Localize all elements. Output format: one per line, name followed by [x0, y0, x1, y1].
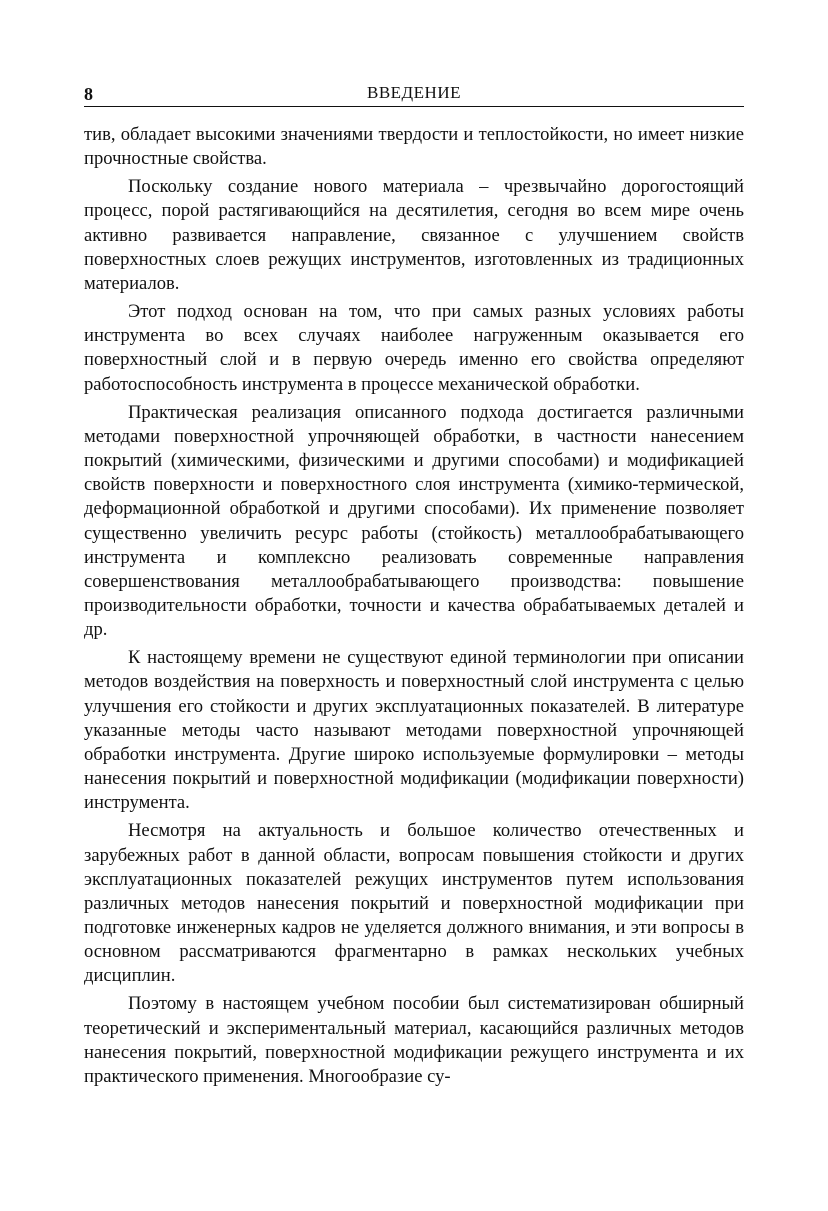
- paragraph: Несмотря на актуальность и большое количество отечественных и зарубежных работ в данной области, вопросам повышения стойкости и других эксплуатационных показателей режущих инструментов путем использования различных методов нанесения покрытий и поверхностной модификации при подготовке инженерных кадров не уделяется должного внимания, и эти вопросы в основном рассматриваются фрагментарно в рамках нескольких учебных дисциплин.: [84, 820, 744, 987]
- book-page: [84, 78, 744, 1089]
- paragraph: К настоящему времени не существуют единой терминологии при описании методов воздействия на поверхность и поверхностный слой инструмента с целью улучшения его стойкости и других эксплуатационных показателей. В литературе указанные методы часто называют методами поверхностной упрочняющей обработки инструмента. Другие широко используемые формулировки – методы нанесения покрытий и поверхностной модификации (модификации поверхности) инструмента.: [84, 647, 744, 814]
- paragraph: Этот подход основан на том, что при самых разных условиях работы инструмента во всех случаях наиболее нагруженным оказывается его поверхностный слой и в первую очередь именно его свойства определяют работоспособность инструмента в процессе механической обработки.: [84, 301, 744, 395]
- paragraph: тив, обладает высокими значениями твердости и теплостойкости, но имеет низкие прочностные свойства.: [84, 124, 744, 170]
- body-text: [84, 123, 744, 1089]
- page-number: 8: [84, 84, 93, 104]
- paragraph: Практическая реализация описанного подхода достигается различными методами поверхностной упрочняющей обработки, в частности нанесением покрытий (химическими, физическими и другими способами) и модификацией свойств поверхности и поверхностного слоя инструмента (химико-термической, деформационной обработкой и другими способами). Их применение позволяет существенно увеличить ресурс работы (стойкость) металлообрабатывающего инструмента и комплексно реализовать современные направления совершенствования металлообрабатывающего производства: повышение производительности обработки, точности и качества обрабатываемых деталей и др.: [84, 401, 744, 641]
- page-header: [84, 78, 744, 107]
- paragraph: Поэтому в настоящем учебном пособии был систематизирован обширный теоретический и экспериментальный материал, касающийся различных методов нанесения покрытий, поверхностной модификации режущего инструмента и их практического применения. Многообразие су-: [84, 993, 744, 1087]
- running-title: ВВЕДЕНИЕ: [367, 83, 461, 102]
- paragraph: Поскольку создание нового материала – чрезвычайно дорогостоящий процесс, порой растягивающийся на десятилетия, сегодня во всем мире очень активно развивается направление, связанное с улучшением свойств поверхностных слоев режущих инструментов, изготовленных из традиционных материалов.: [84, 176, 744, 294]
